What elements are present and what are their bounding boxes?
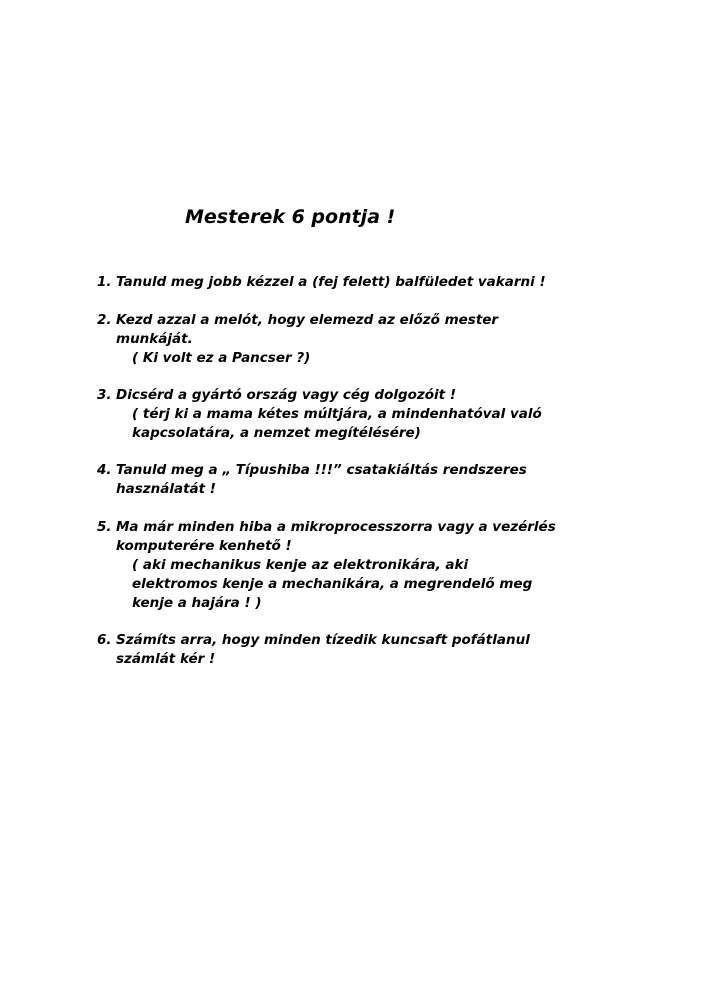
list-item-6-line-2: számlát kér ! — [116, 651, 216, 667]
list-item-1-number: 1. — [97, 274, 112, 290]
list-item-5-note-2: elektromos kenje a mechanikára, a megrendelő meg — [132, 576, 533, 592]
list-item-5-line-1: Ma már minden hiba a mikroprocesszorra vagy a vezérlés — [116, 519, 556, 535]
list-item-5-note-1: ( aki mechanikus kenje az elektronikára, aki — [132, 557, 469, 573]
list-item-4-number: 4. — [97, 462, 112, 478]
list-item-2-number: 2. — [97, 312, 112, 328]
list-item-1-line-1: Tanuld meg jobb kézzel a (fej felett) balfüledet vakarni ! — [116, 274, 546, 290]
list-item-6-line-1: Számíts arra, hogy minden tízedik kuncsaft pofátlanul — [116, 632, 530, 648]
list-item-6-number: 6. — [97, 632, 112, 648]
list-item-4-line-1: Tanuld meg a „ Típushiba !!!” csatakiáltás rendszeres — [116, 462, 527, 478]
list-item-2-line-1: Kezd azzal a melót, hogy elemezd az előző mester — [116, 312, 499, 328]
list-item-5-number: 5. — [97, 519, 112, 535]
list-item-5-line-2: komputerére kenhető ! — [116, 538, 292, 554]
list-item-2-note-1: ( Ki volt ez a Pancser ?) — [132, 350, 311, 366]
list-item-4-line-2: használatát ! — [116, 481, 216, 497]
list-item-3-note-2: kapcsolatára, a nemzet megítélésére) — [132, 425, 421, 441]
list-item-2-line-2: munkáját. — [116, 331, 193, 347]
list-item-3-number: 3. — [97, 387, 112, 403]
document-title: Mesterek 6 pontja ! — [185, 206, 396, 228]
list-item-5-note-3: kenje a hajára ! ) — [132, 595, 262, 611]
list-item-3-line-1: Dicsérd a gyártó ország vagy cég dolgozóit ! — [116, 387, 456, 403]
list-item-3-note-1: ( térj ki a mama kétes múltjára, a mindenhatóval való — [132, 406, 542, 422]
